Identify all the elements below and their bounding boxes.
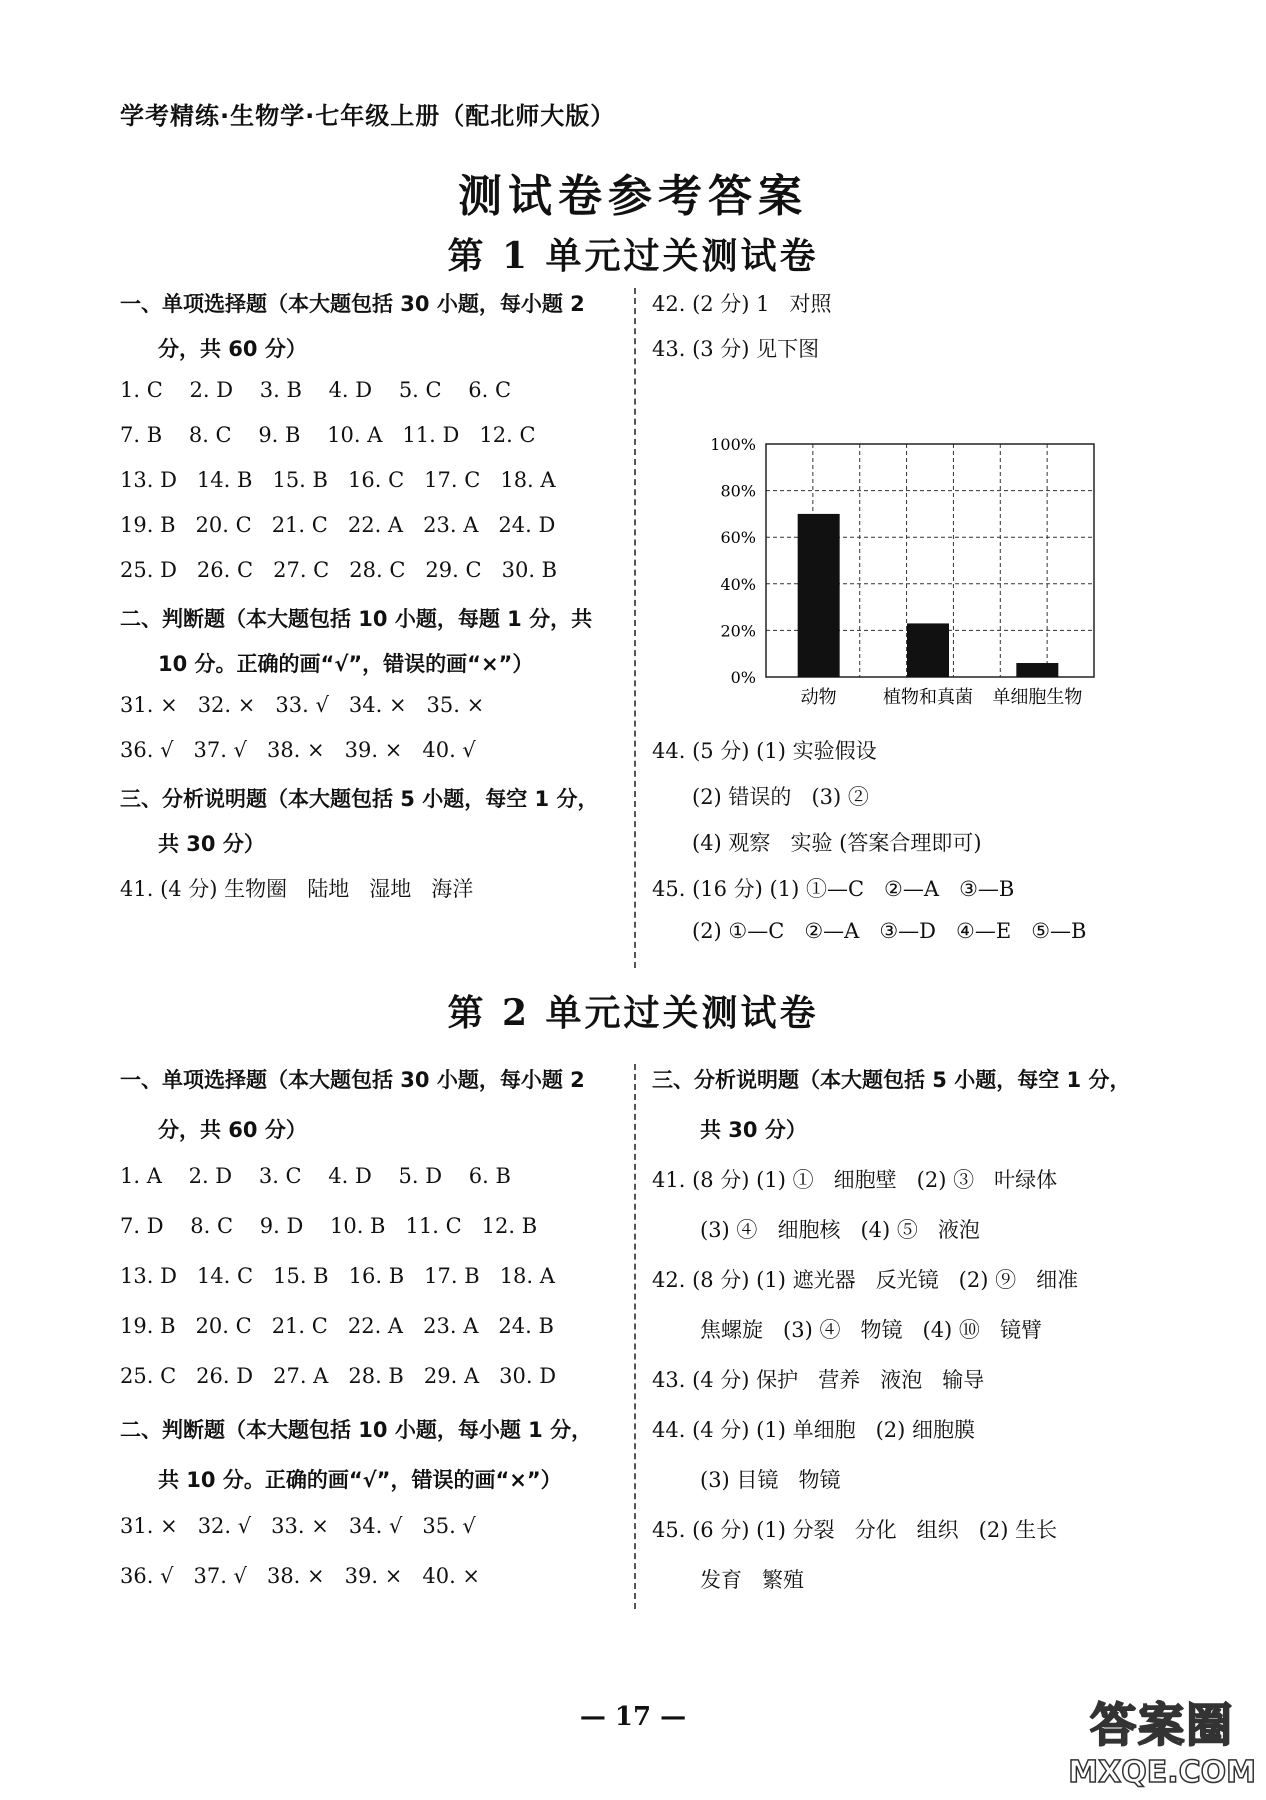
bar	[798, 514, 840, 677]
answer-line: 41. (4 分) 生物圈 陆地 湿地 海洋	[120, 877, 474, 901]
x-tick-label: 植物和真菌	[883, 687, 973, 708]
watermark-line2: MXQE.COM	[1068, 1755, 1256, 1790]
answer-line: (3) 目镜 物镜	[700, 1468, 841, 1492]
answer-line: 41. (8 分) (1) ① 细胞壁 (2) ③ 叶绿体	[652, 1168, 1058, 1192]
answer-line: 1. C 2. D 3. B 4. D 5. C 6. C	[120, 378, 512, 402]
section-heading: 三、分析说明题（本大题包括 5 小题，每空 1 分，	[120, 787, 599, 811]
y-tick-label: 80%	[720, 481, 756, 501]
unit2-title: 第 2 单元过关测试卷	[447, 992, 819, 1034]
page-title: 测试卷参考答案	[458, 171, 808, 222]
bar	[1016, 663, 1058, 677]
section-heading: 共 10 分。正确的画“√”，错误的画“×”）	[158, 1468, 562, 1492]
answer-line: 36. √ 37. √ 38. × 39. × 40. ×	[120, 1564, 481, 1588]
answer-line: 13. D 14. C 15. B 16. B 17. B 18. A	[120, 1264, 555, 1288]
answer-line: 45. (6 分) (1) 分裂 分化 组织 (2) 生长	[652, 1518, 1058, 1542]
x-tick-label: 动物	[800, 687, 837, 708]
section-heading: 二、判断题（本大题包括 10 小题，每题 1 分，共	[120, 607, 593, 631]
section-heading: 一、单项选择题（本大题包括 30 小题，每小题 2	[120, 1068, 585, 1092]
y-tick-label: 0%	[730, 668, 756, 687]
answer-line: 31. × 32. × 33. √ 34. × 35. ×	[120, 693, 485, 717]
answer-line: 1. A 2. D 3. C 4. D 5. D 6. B	[120, 1164, 511, 1188]
book-header: 学考精练·生物学·七年级上册（配北师大版）	[120, 102, 616, 130]
answer-line: 25. D 26. C 27. C 28. C 29. C 30. B	[120, 558, 558, 582]
answer-line: 19. B 20. C 21. C 22. A 23. A 24. B	[120, 1314, 554, 1338]
answer-line: 43. (3 分) 见下图	[652, 337, 820, 361]
column-divider-1	[634, 288, 636, 968]
answer-line: (4) 观察 实验 (答案合理即可)	[692, 831, 982, 855]
y-tick-label: 60%	[720, 528, 756, 548]
section-heading: 分，共 60 分）	[158, 337, 307, 361]
answer-line: 25. C 26. D 27. A 28. B 29. A 30. D	[120, 1364, 557, 1388]
answer-line: 42. (2 分) 1 对照	[652, 292, 832, 316]
bar	[907, 623, 949, 677]
y-tick-label: 20%	[720, 621, 756, 641]
section-heading: 分，共 60 分）	[158, 1118, 307, 1142]
answer-line: (2) ①—C ②—A ③—D ④—E ⑤—B	[692, 919, 1087, 943]
answer-line: 42. (8 分) (1) 遮光器 反光镜 (2) ⑨ 细准	[652, 1268, 1079, 1292]
section-heading: 共 30 分）	[158, 832, 265, 856]
answer-line: 36. √ 37. √ 38. × 39. × 40. √	[120, 738, 476, 762]
section-heading: 共 30 分）	[700, 1118, 807, 1142]
answer-line: 31. × 32. √ 33. × 34. √ 35. √	[120, 1514, 476, 1538]
watermark-line1: 答案圈	[1090, 1698, 1235, 1752]
answer-line: 43. (4 分) 保护 营养 液泡 输导	[652, 1368, 985, 1392]
answer-line: 13. D 14. B 15. B 16. C 17. C 18. A	[120, 468, 556, 492]
answer-line: 7. D 8. C 9. D 10. B 11. C 12. B	[120, 1214, 538, 1238]
unit1-title: 第 1 单元过关测试卷	[447, 235, 819, 277]
watermark-logo	[1068, 1689, 1256, 1790]
bar-chart	[680, 430, 1100, 730]
page-number: — 17 —	[579, 1702, 687, 1732]
answer-line: 焦螺旋 (3) ④ 物镜 (4) ⑩ 镜臂	[700, 1318, 1042, 1342]
answer-line: 7. B 8. C 9. B 10. A 11. D 12. C	[120, 423, 536, 447]
column-divider-2	[634, 1064, 636, 1609]
y-tick-label: 40%	[720, 574, 756, 594]
answer-line: (3) ④ 细胞核 (4) ⑤ 液泡	[700, 1218, 980, 1242]
section-heading: 三、分析说明题（本大题包括 5 小题，每空 1 分，	[652, 1068, 1131, 1092]
answer-line: (2) 错误的 (3) ②	[692, 785, 869, 809]
section-heading: 二、判断题（本大题包括 10 小题，每小题 1 分，	[120, 1418, 593, 1442]
answer-line: 19. B 20. C 21. C 22. A 23. A 24. D	[120, 513, 556, 537]
answer-line: 44. (5 分) (1) 实验假设	[652, 739, 877, 763]
x-tick-label: 单细胞生物	[992, 687, 1083, 708]
answer-line: 45. (16 分) (1) ①—C ②—A ③—B	[652, 877, 1015, 901]
y-tick-label: 100%	[710, 435, 756, 454]
answer-line: 发育 繁殖	[700, 1568, 805, 1592]
answer-line: 44. (4 分) (1) 单细胞 (2) 细胞膜	[652, 1418, 976, 1442]
section-heading: 一、单项选择题（本大题包括 30 小题，每小题 2	[120, 292, 585, 316]
section-heading: 10 分。正确的画“√”，错误的画“×”）	[158, 652, 534, 676]
